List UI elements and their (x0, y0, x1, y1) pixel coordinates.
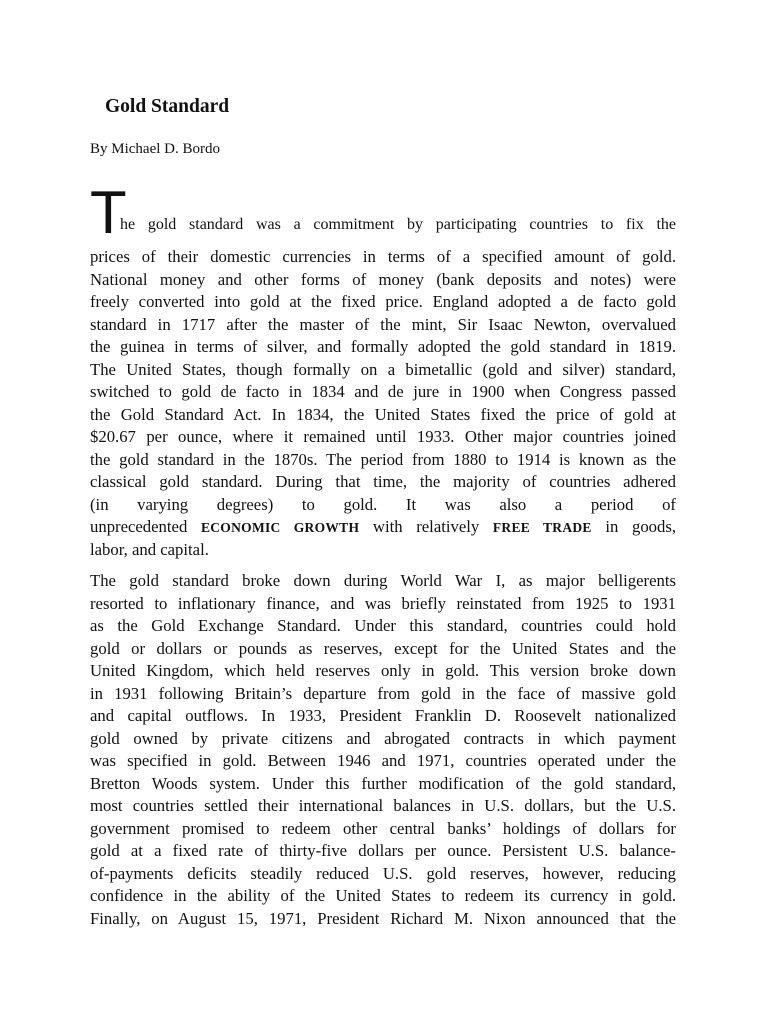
paragraph-1 (90, 246, 676, 561)
text-line: confidence in the ability of the United States to redeem its currency in gold. (90, 886, 676, 905)
text-line: resorted to inflationary finance, and was briefly reinstated from 1925 to 1931 (90, 593, 676, 613)
text-fragment: with relatively (372, 517, 480, 536)
text-line: most countries settled their international balances in U.S. dollars, but the U.S. (90, 796, 676, 815)
text-line: classical gold standard. During that time, the majority of countries adhered (90, 472, 676, 491)
text-line: and capital outflows. In 1933, President Franklin D. Roosevelt nationalized (90, 706, 676, 725)
text-line: the Gold Standard Act. In 1834, the United States fixed the price of gold at (90, 404, 676, 424)
paragraph-2 (90, 570, 676, 930)
text-line: the guinea in terms of silver, and formally adopted the gold standard in 1819. (90, 337, 676, 356)
text-line: The gold standard broke down during World War I, as major belligerents (90, 571, 676, 590)
text-line: labor, and capital. (90, 539, 209, 559)
text-line: as the Gold Exchange Standard. Under this standard, countries could hold (90, 616, 676, 635)
drop-cap: T (90, 179, 127, 246)
author-byline: By Michael D. Bordo (90, 141, 220, 157)
text-line: government promised to redeem other central banks’ holdings of dollars for (90, 818, 676, 838)
text-line: of-payments deficits steadily reduced U.S. gold reserves, however, reducing (90, 863, 676, 883)
text-line: United Kingdom, which held reserves only in gold. This version broke down (90, 661, 676, 680)
text-line: switched to gold de facto in 1834 and de jure in 1900 when Congress passed (90, 382, 676, 401)
free-trade-link[interactable]: FREE TRADE (492, 520, 592, 535)
text-line: standard in 1717 after the master of the mint, Sir Isaac Newton, overvalued (90, 314, 676, 334)
text-line: Finally, on August 15, 1971, President Richard M. Nixon announced that the (90, 908, 676, 928)
text-line: gold or dollars or pounds as reserves, except for the United States and the (90, 638, 676, 658)
text-line: The United States, though formally on a bimetallic (gold and silver) standard, (90, 359, 676, 379)
text-line: was specified in gold. Between 1946 and 1971, countries operated under the (90, 751, 676, 770)
page-title: Gold Standard (105, 96, 230, 117)
text-line: prices of their domestic currencies in terms of a specified amount of gold. (90, 247, 676, 266)
text-line: (in varying degrees) to gold. It was also a period of (90, 494, 676, 514)
text-line: Bretton Woods system. Under this further modification of the gold standard, (90, 773, 676, 793)
text-fragment: unprecedented (90, 517, 188, 536)
text-line: he gold standard was a commitment by participating countries to fix the (120, 216, 676, 233)
text-line: $20.67 per ounce, where it remained until 1933. Other major countries joined (90, 427, 676, 446)
paragraph-1-opening (90, 179, 676, 246)
economic-growth-link[interactable]: ECONOMIC GROWTH (200, 520, 360, 535)
text-line: gold at a fixed rate of thirty-five dollars per ounce. Persistent U.S. balance- (90, 841, 676, 860)
text-fragment: in goods, (605, 517, 677, 536)
text-line-with-links (90, 516, 676, 539)
text-line: freely converted into gold at the fixed price. England adopted a de facto gold (90, 292, 676, 311)
text-line: in 1931 following Britain’s departure from gold in the face of massive gold (90, 683, 676, 703)
text-line: the gold standard in the 1870s. The period from 1880 to 1914 is known as the (90, 449, 676, 469)
text-line: gold owned by private citizens and abrogated contracts in which payment (90, 728, 676, 748)
text-line: National money and other forms of money (bank deposits and notes) were (90, 269, 676, 289)
